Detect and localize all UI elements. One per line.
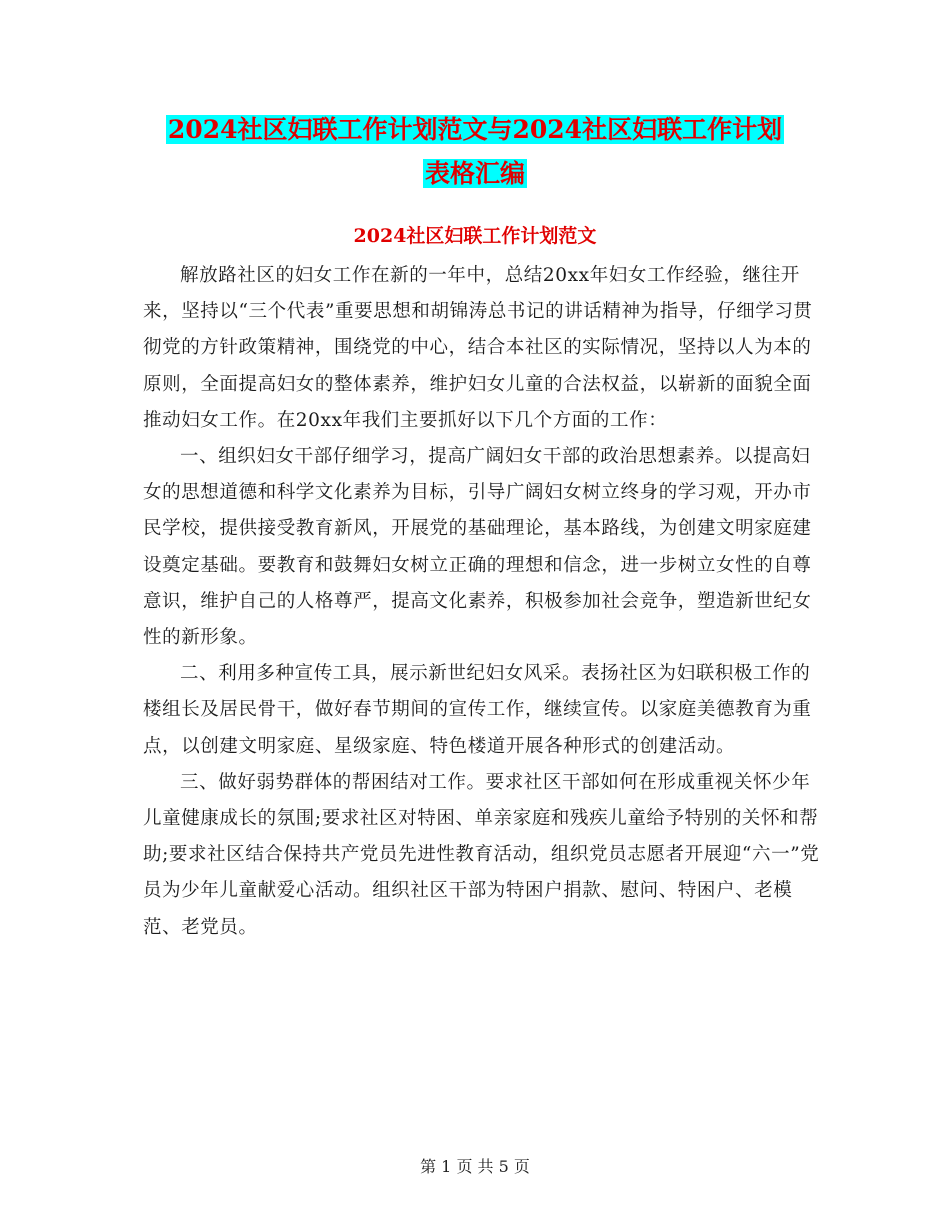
document-title-highlight-1: 2024社区妇联工作计划范文与2024社区妇联工作计划 xyxy=(167,115,783,144)
document-title-line-1 xyxy=(0,108,950,152)
paragraph-item-2: 二、利用多种宣传工具，展示新世纪妇女风采。表扬社区为妇联积极工作的楼组长及居民骨干，做好春节期间的宣传工作，继续宣传。以家庭美德教育为重点，以创建文明家庭、星级家庭、特色楼道开展各种形式的创建活动。 xyxy=(143,663,812,757)
document-title-line-2 xyxy=(0,152,950,196)
document-title-highlight-2: 表格汇编 xyxy=(424,159,525,188)
page-number-footer: 第 1 页 共 5 页 xyxy=(420,1157,530,1176)
paragraph-item-3: 三、做好弱势群体的帮困结对工作。要求社区干部如何在形成重视关怀少年儿童健康成长的氛围;要求社区对特困、单亲家庭和残疾儿童给予特别的关怀和帮助;要求社区结合保持共产党员先进性教育活动，组织党员志愿者开展迎“六一”党员为少年儿童献爱心活动。组织社区干部为特困户捐款、慰问、特困户、老模范、老党员。 xyxy=(143,771,820,938)
section-title: 2024社区妇联工作计划范文 xyxy=(353,225,597,247)
document-body xyxy=(143,258,823,946)
paragraph-intro: 解放路社区的妇女工作在新的一年中，总结20xx年妇女工作经验，继往开来，坚持以“三个代表”重要思想和胡锦涛总书记的讲话精神为指导，仔细学习贯彻党的方针政策精神，围绕党的中心，结合本社区的实际情况，坚持以人为本的原则，全面提高妇女的整体素养，维护妇女儿童的合法权益，以崭新的面貌全面推动妇女工作。在20xx年我们主要抓好以下几个方面的工作： xyxy=(143,265,813,431)
paragraph-item-1: 一、组织妇女干部仔细学习，提高广阔妇女干部的政治思想素养。以提高妇女的思想道德和科学文化素养为目标，引导广阔妇女树立终身的学习观，开办市民学校，提供接受教育新风，开展党的基础理论，基本路线，为创建文明家庭建设奠定基础。要教育和鼓舞妇女树立正确的理想和信念，进一步树立女性的自尊意识，维护自己的人格尊严，提高文化素养，积极参加社会竞争，塑造新世纪女性的新形象。 xyxy=(143,446,812,649)
